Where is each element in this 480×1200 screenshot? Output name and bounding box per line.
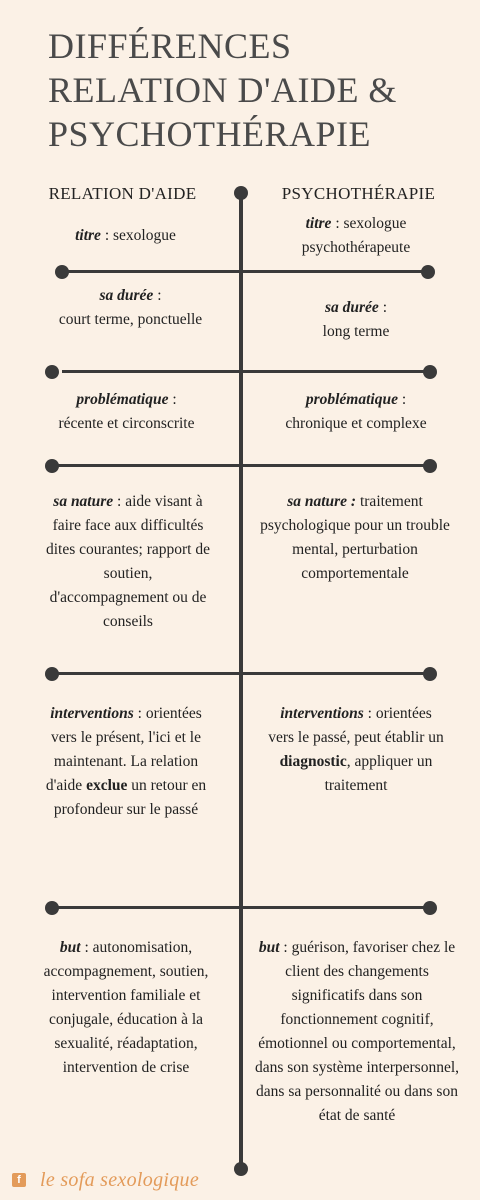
value-text: orientées vers le présent, l'ici et le maintenant. La relation d'aide bbox=[45, 705, 202, 794]
separator-left-dot bbox=[45, 459, 59, 473]
label-separator: : bbox=[363, 705, 376, 722]
label-nature: sa nature : bbox=[287, 493, 357, 510]
label-but: but bbox=[258, 939, 280, 956]
column-header-relation-aide: RELATION D'AIDE bbox=[48, 184, 197, 203]
row-separator bbox=[52, 906, 434, 909]
value-text: aide visant à faire face aux difficultés dites courantes; rapport de soutien, d'accompagnement ou de conseils bbox=[46, 493, 210, 630]
row-nature-right bbox=[260, 490, 450, 586]
value-emphasis: exclue bbox=[86, 777, 128, 794]
value-text: sexologue psychothérapeute bbox=[301, 215, 411, 256]
label-separator: : bbox=[100, 227, 114, 244]
column-header-psychotherapie: PSYCHOTHÉRAPIE bbox=[281, 184, 436, 203]
row-separator bbox=[52, 464, 434, 467]
value-text: sexologue bbox=[113, 227, 176, 244]
separator-right-dot bbox=[423, 459, 437, 473]
label-separator: : bbox=[279, 939, 292, 956]
row-but-right bbox=[254, 936, 460, 1128]
separator-right-dot bbox=[423, 365, 437, 379]
timeline-top-dot bbox=[234, 186, 248, 200]
row-interventions-left bbox=[36, 702, 216, 822]
separator-left-dot bbox=[55, 265, 69, 279]
separator-right-dot bbox=[423, 901, 437, 915]
value-emphasis: diagnostic bbox=[279, 753, 347, 770]
label-separator: : bbox=[378, 299, 387, 316]
page-title bbox=[48, 24, 468, 156]
row-problematique-right bbox=[266, 388, 446, 436]
value-text: , appliquer un traitement bbox=[324, 753, 433, 794]
row-separator bbox=[62, 370, 430, 373]
row-nature-left bbox=[43, 490, 213, 634]
label-problematique: problématique bbox=[76, 391, 169, 408]
label-separator: : bbox=[113, 493, 126, 510]
title-line-1: DIFFÉRENCES bbox=[48, 26, 292, 66]
title-line-2: RELATION D'AIDE & bbox=[48, 70, 397, 110]
separator-left-dot bbox=[45, 365, 59, 379]
label-titre: titre bbox=[75, 227, 101, 244]
timeline-bottom-dot bbox=[234, 1162, 248, 1176]
row-separator bbox=[52, 672, 434, 675]
separator-left-dot bbox=[45, 667, 59, 681]
row-but-left bbox=[26, 936, 226, 1080]
label-but: but bbox=[59, 939, 81, 956]
label-separator: : bbox=[397, 391, 407, 408]
vertical-timeline bbox=[239, 192, 243, 1170]
row-titre-left bbox=[28, 224, 223, 248]
row-duree-right bbox=[256, 296, 456, 344]
label-nature: sa nature bbox=[53, 493, 114, 510]
separator-right-dot bbox=[421, 265, 435, 279]
value-text: récente et circonscrite bbox=[58, 415, 195, 432]
label-separator: : bbox=[168, 391, 177, 408]
value-text: chronique et complexe bbox=[285, 415, 427, 432]
row-problematique-left bbox=[24, 388, 229, 436]
label-separator: : bbox=[133, 705, 146, 722]
row-duree-left bbox=[48, 284, 213, 332]
value-text: orientées vers le passé, peut établir un bbox=[268, 705, 444, 746]
label-separator: : bbox=[80, 939, 93, 956]
label-separator: : bbox=[331, 215, 344, 232]
value-text: traitement psychologique pour un trouble mental, perturbation comportementale bbox=[260, 493, 450, 582]
separator-left-dot bbox=[45, 901, 59, 915]
separator-right-dot bbox=[423, 667, 437, 681]
label-problematique: problématique bbox=[305, 391, 398, 408]
value-text: court terme, ponctuelle bbox=[58, 311, 203, 328]
value-text: guérison, favoriser chez le client des changements significatifs dans son fonctionnement cognitif, émotionnel ou comportemental, dans son système interpersonnel, dans sa personnalité ou dans son état de santé bbox=[254, 939, 460, 1124]
label-separator: : bbox=[153, 287, 162, 304]
title-line-3: PSYCHOTHÉRAPIE bbox=[48, 114, 372, 154]
value-text: un retour en profondeur sur le passé bbox=[53, 777, 207, 818]
label-duree: sa durée bbox=[99, 287, 154, 304]
label-titre: titre bbox=[305, 215, 332, 232]
facebook-icon[interactable]: f bbox=[12, 1173, 26, 1187]
row-titre-right bbox=[266, 212, 446, 260]
label-duree: sa durée bbox=[324, 299, 379, 316]
value-text: long terme bbox=[322, 323, 390, 340]
label-interventions: interventions bbox=[50, 705, 134, 722]
value-text: autonomisation, accompagnement, soutien, intervention familiale et conjugale, éducation à la sexualité, réadaptation, intervention de crise bbox=[43, 939, 209, 1076]
footer-brand bbox=[12, 1166, 199, 1194]
row-interventions-right bbox=[266, 702, 446, 798]
label-interventions: interventions bbox=[280, 705, 364, 722]
brand-name: le sofa sexologique bbox=[40, 1168, 200, 1191]
row-separator bbox=[62, 270, 430, 273]
